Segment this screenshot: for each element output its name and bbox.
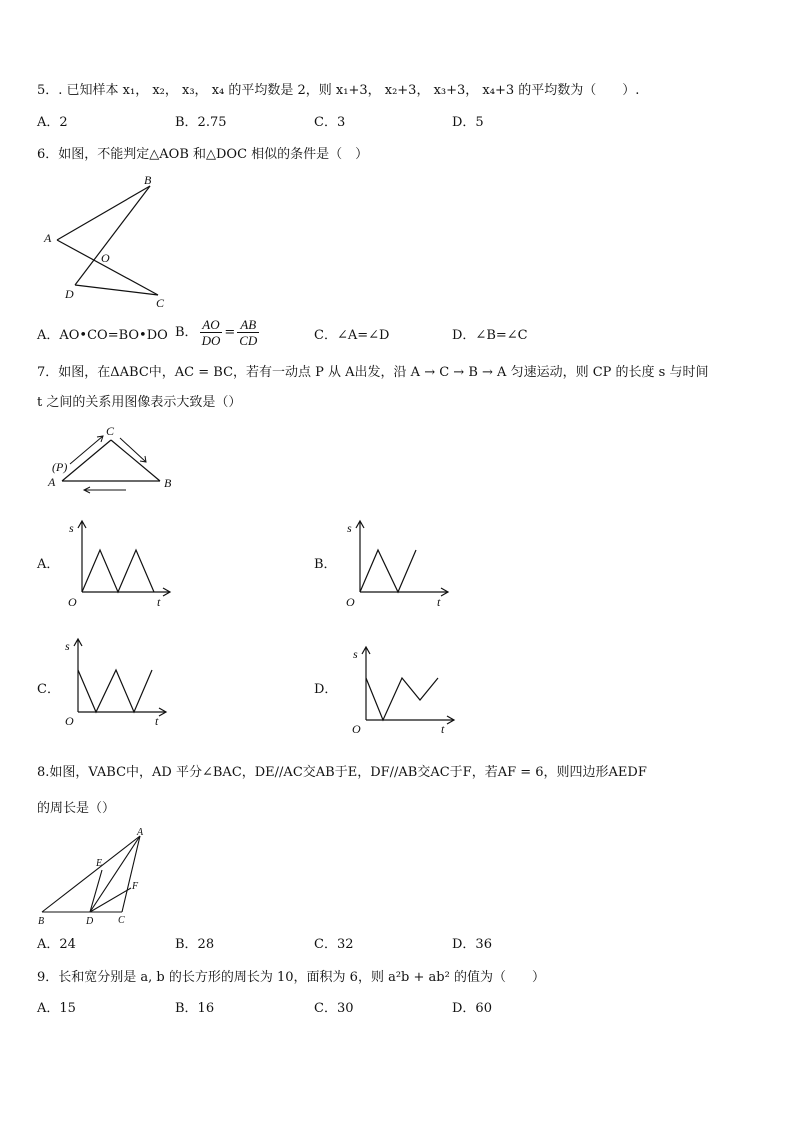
- q7-option-c: C．: [37, 682, 60, 697]
- q9-option-b: B．16: [175, 1001, 215, 1016]
- q8-option-a: A．24: [37, 937, 76, 952]
- q8-option-d: D．36: [452, 937, 492, 952]
- q9-option-a: A．15: [37, 1001, 76, 1016]
- q6-option-c: C．∠A=∠D: [314, 328, 390, 343]
- q7-triangle-figure: [48, 422, 188, 497]
- q5-option-a: A．2: [37, 115, 68, 130]
- q7-graph-d-o: O: [352, 722, 361, 736]
- q5-stem: 5．. 已知样本 x₁， x₂， x₃， x₄ 的平均数是 2，则 x₁+3， x₂+3， x₃+3， x₄+3 的平均数为（ ）.: [37, 83, 640, 98]
- q7-option-d: D．: [314, 682, 338, 697]
- q7-graph-a: [66, 518, 186, 613]
- q8-label-a: A: [137, 827, 144, 838]
- q8-label-f: F: [132, 881, 139, 892]
- q6-label-o: O: [101, 251, 110, 265]
- q7-graph-b: [344, 518, 464, 613]
- q6-option-b-fraction-2: [237, 317, 259, 348]
- q7-graph-d-t: t: [441, 722, 445, 736]
- q7-graph-c-s: s: [65, 639, 70, 653]
- q7-label-p: (P): [52, 460, 68, 474]
- q8-label-b: B: [38, 916, 45, 927]
- q9-stem: 9．长和宽分别是 a, b 的长方形的周长为 10，面积为 6，则 a²b + ab² 的值为（ ）: [37, 970, 545, 985]
- q6-frac1-den: DO: [201, 333, 221, 348]
- q6-label-a: A: [44, 231, 52, 245]
- q7-label-b: B: [164, 476, 172, 490]
- q7-option-a: A．: [37, 557, 60, 572]
- q8-stem-line1: 8.如图，VABC中，AD 平分∠BAC，DE//AC交AB于E，DF//AB交AC于F，若AF = 6，则四边形AEDF: [37, 765, 647, 780]
- q8-option-c: C．32: [314, 937, 354, 952]
- q8-stem-line2: 的周长是（）: [37, 801, 116, 816]
- q7-label-c: C: [106, 424, 115, 438]
- q6-label-b: B: [144, 173, 152, 187]
- q6-frac1-num: AO: [200, 317, 223, 333]
- q6-figure: [40, 172, 180, 312]
- q6-label-d: D: [65, 287, 74, 301]
- q6-label-c: C: [156, 296, 165, 310]
- q5-option-d: D．5: [452, 115, 484, 130]
- q8-label-c: C: [118, 915, 125, 926]
- q7-graph-d-s: s: [353, 647, 358, 661]
- q7-graph-c: [62, 636, 182, 731]
- q7-graph-d: [350, 644, 470, 739]
- q6-option-b-eq: =: [224, 325, 236, 340]
- q6-stem: 6．如图，不能判定△AOB 和△DOC 相似的条件是（ ）: [37, 147, 369, 162]
- q7-graph-c-t: t: [155, 714, 159, 728]
- q7-stem-line2: t 之间的关系用图像表示大致是（）: [37, 395, 242, 410]
- q6-option-b-prefix: B．: [175, 325, 198, 340]
- q6-option-a: A．AO•CO=BO•DO: [37, 328, 168, 343]
- q7-label-a: A: [48, 475, 56, 489]
- q7-graph-b-s: s: [347, 521, 352, 535]
- q7-graph-a-o: O: [68, 595, 77, 609]
- q6-option-d: D．∠B=∠C: [452, 328, 528, 343]
- q8-label-d: D: [86, 916, 94, 927]
- q7-graph-c-o: O: [65, 714, 74, 728]
- q7-graph-b-t: t: [437, 595, 441, 609]
- q9-option-d: D．60: [452, 1001, 492, 1016]
- q5-option-b: B．2.75: [175, 115, 227, 130]
- q7-graph-a-s: s: [69, 521, 74, 535]
- q6-frac2-num: AB: [237, 317, 259, 333]
- q8-option-b: B．28: [175, 937, 215, 952]
- q6-option-b: [175, 317, 261, 348]
- q5-option-c: C．3: [314, 115, 346, 130]
- q7-option-b: B．: [314, 557, 337, 572]
- q9-option-c: C．30: [314, 1001, 354, 1016]
- q6-option-b-fraction-1: [200, 317, 223, 348]
- q7-stem-line1: 7．如图，在ΔABC中，AC = BC，若有一动点 P 从 A出发，沿 A → C → B → A 匀速运动，则 CP 的长度 s 与时间: [37, 365, 709, 380]
- q6-frac2-den: CD: [239, 333, 258, 348]
- q7-graph-b-o: O: [346, 595, 355, 609]
- q8-label-e: E: [96, 858, 103, 869]
- q7-graph-a-t: t: [157, 595, 161, 609]
- q8-figure: [36, 826, 166, 930]
